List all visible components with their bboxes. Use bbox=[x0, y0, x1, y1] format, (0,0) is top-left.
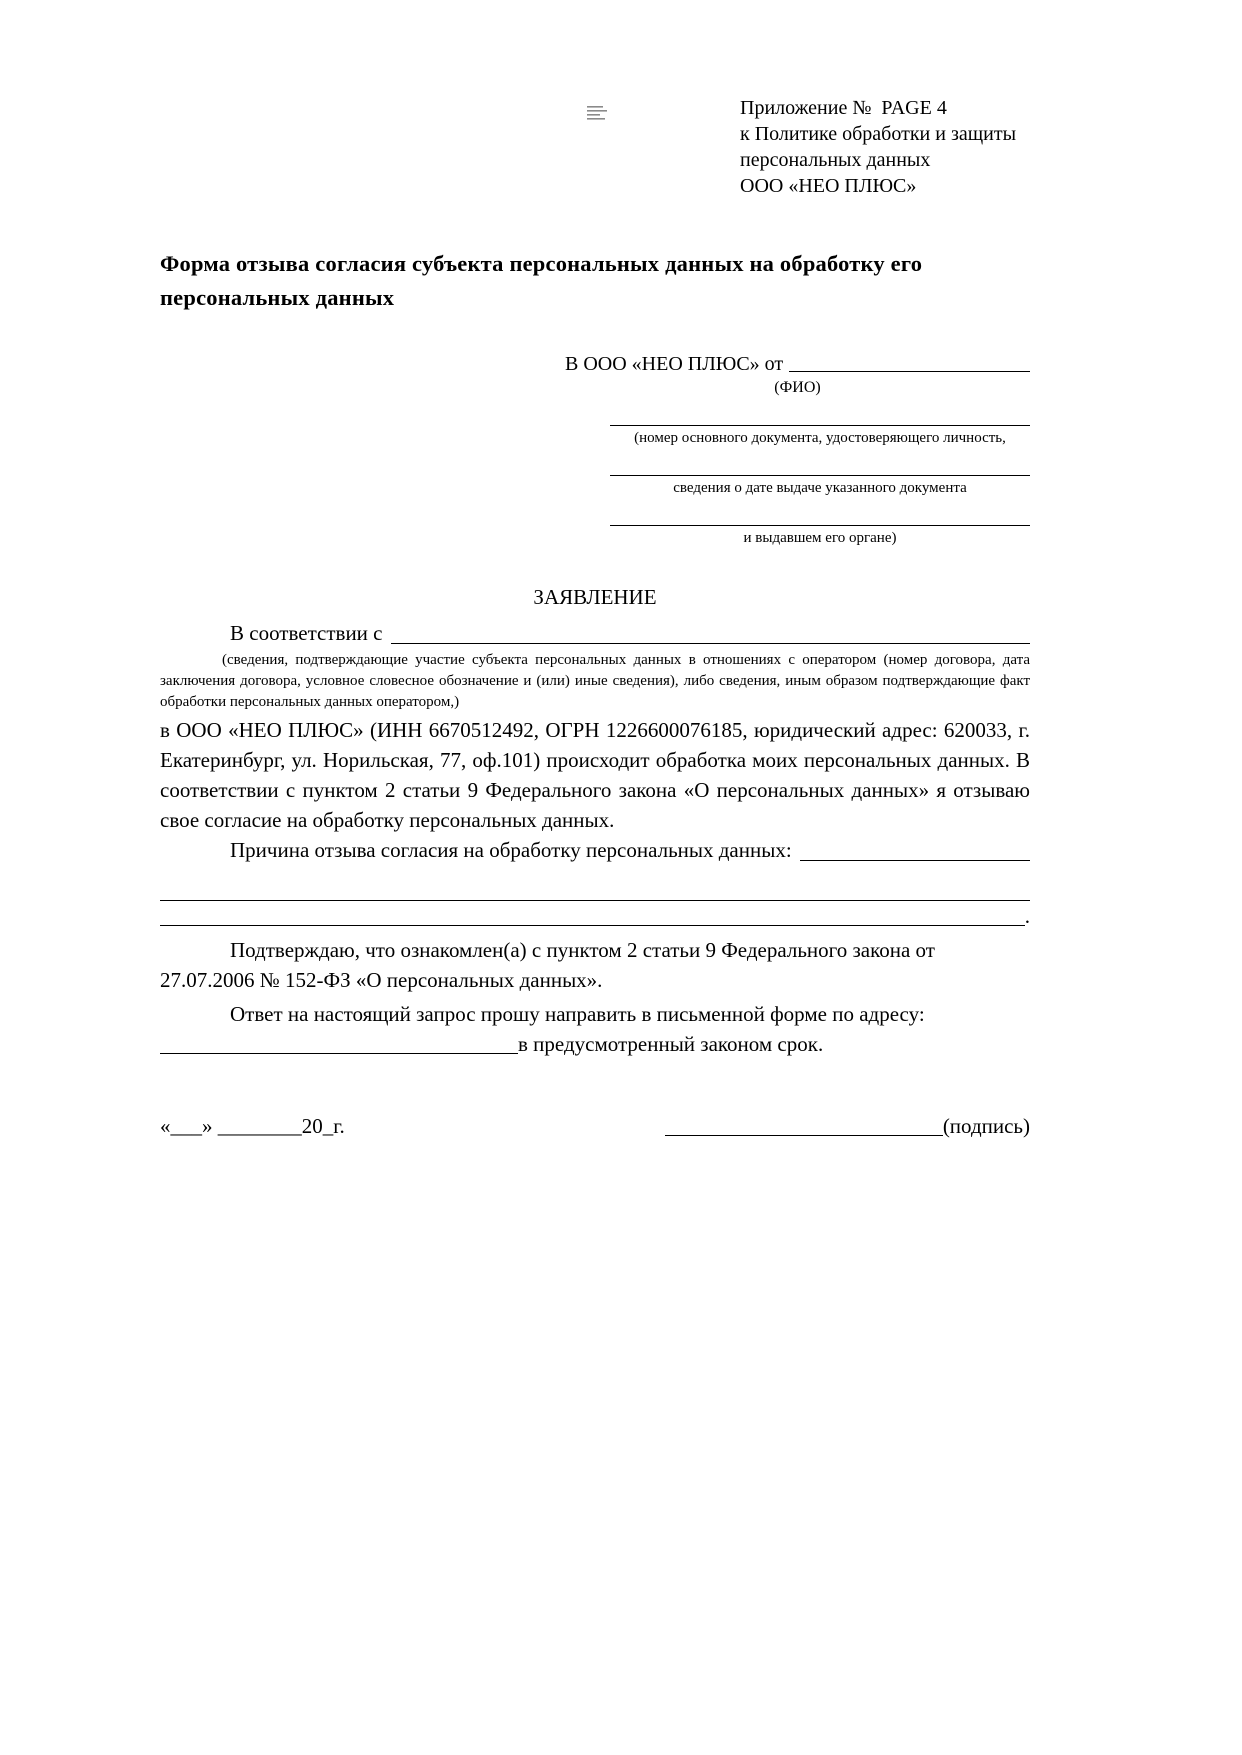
recipient-to-row bbox=[565, 353, 1030, 376]
reason-blank-line-2 bbox=[160, 901, 1030, 931]
reason-blank-line-2-rule bbox=[160, 925, 1025, 926]
date-line: «___» ________20_г. bbox=[160, 1114, 345, 1138]
issuing-authority-row bbox=[610, 498, 1030, 548]
recipient-block bbox=[565, 353, 1030, 548]
field-code-icon bbox=[585, 104, 609, 122]
header-line-4: ООО «НЕО ПЛЮС» bbox=[740, 175, 917, 197]
main-paragraph: в ООО «НЕО ПЛЮС» (ИНН 6670512492, ОГРН 1226600076185, юридический адрес: 620033, г. Екатеринбург, ул. Норильская, 77, оф.101) происходит обработка моих персональных данных. В соответствии с пунктом 2 статьи 9 Федерального закона «О персональных данных» я отзываю свое согласие на обработку персональных данных. bbox=[160, 718, 1030, 832]
in-accordance-row bbox=[160, 618, 1030, 648]
in-accordance-label: В соответствии с bbox=[230, 621, 383, 645]
issuing-authority-caption: и выдавшем его органе) bbox=[743, 530, 897, 546]
reason-label: Причина отзыва согласия на обработку персональных данных: bbox=[230, 838, 792, 862]
reason-period: . bbox=[1024, 904, 1030, 928]
recipient-name-blank bbox=[789, 371, 1030, 372]
signature-group bbox=[665, 1111, 1030, 1141]
fine-print: (сведения, подтверждающие участие субъекта персональных данных в отношениях с оператором (номер договора, дата заключения договора, условное словесное обозначение и (или) иные сведения), либо сведения, иным образом подтверждающие факт обработки персональных данных оператором,) bbox=[160, 652, 1030, 710]
document-number-caption: (номер основного документа, удостоверяющего личность, bbox=[634, 430, 1006, 446]
response-paragraph: Ответ на настоящий запрос прошу направить в письменной форме по адресу: bbox=[230, 1002, 925, 1026]
response-tail: в предусмотренный законом срок. bbox=[518, 1032, 824, 1056]
document-body bbox=[160, 618, 1030, 1141]
date-signature-row bbox=[160, 1111, 1030, 1141]
reason-blank-line-1 bbox=[160, 865, 1030, 901]
header-line-1: Приложение № PAGE 4 bbox=[740, 97, 947, 119]
confirm-paragraph: Подтверждаю, что ознакомлен(а) с пунктом 2 статьи 9 Федерального закона от 27.07.2006 № 152-ФЗ «О персональных данных». bbox=[160, 938, 935, 992]
signature-blank bbox=[665, 1135, 943, 1136]
in-accordance-blank bbox=[391, 643, 1031, 644]
response-address-blank bbox=[160, 1053, 518, 1054]
reason-row bbox=[160, 835, 1030, 865]
document-title: Форма отзыва согласия субъекта персональных данных на обработку его персональных данных bbox=[160, 251, 923, 310]
reason-blank bbox=[800, 860, 1030, 861]
issuing-authority-blank bbox=[610, 498, 1030, 526]
response-address-row bbox=[160, 1029, 1030, 1059]
issue-date-row bbox=[610, 448, 1030, 498]
fio-caption: (ФИО) bbox=[774, 379, 821, 396]
document-number-blank bbox=[610, 398, 1030, 426]
header-line-2: к Политике обработки и защиты bbox=[740, 123, 1017, 145]
recipient-to-label: В ООО «НЕО ПЛЮС» от bbox=[565, 353, 784, 375]
statement-heading: ЗАЯВЛЕНИЕ bbox=[533, 585, 657, 609]
issue-date-caption: сведения о дате выдаче указанного документа bbox=[673, 480, 967, 496]
document-number-row bbox=[610, 398, 1030, 448]
document-header bbox=[740, 95, 1030, 199]
issue-date-blank bbox=[610, 448, 1030, 476]
header-line-3: персональных данных bbox=[740, 149, 931, 171]
signature-caption: (подпись) bbox=[942, 1114, 1030, 1138]
